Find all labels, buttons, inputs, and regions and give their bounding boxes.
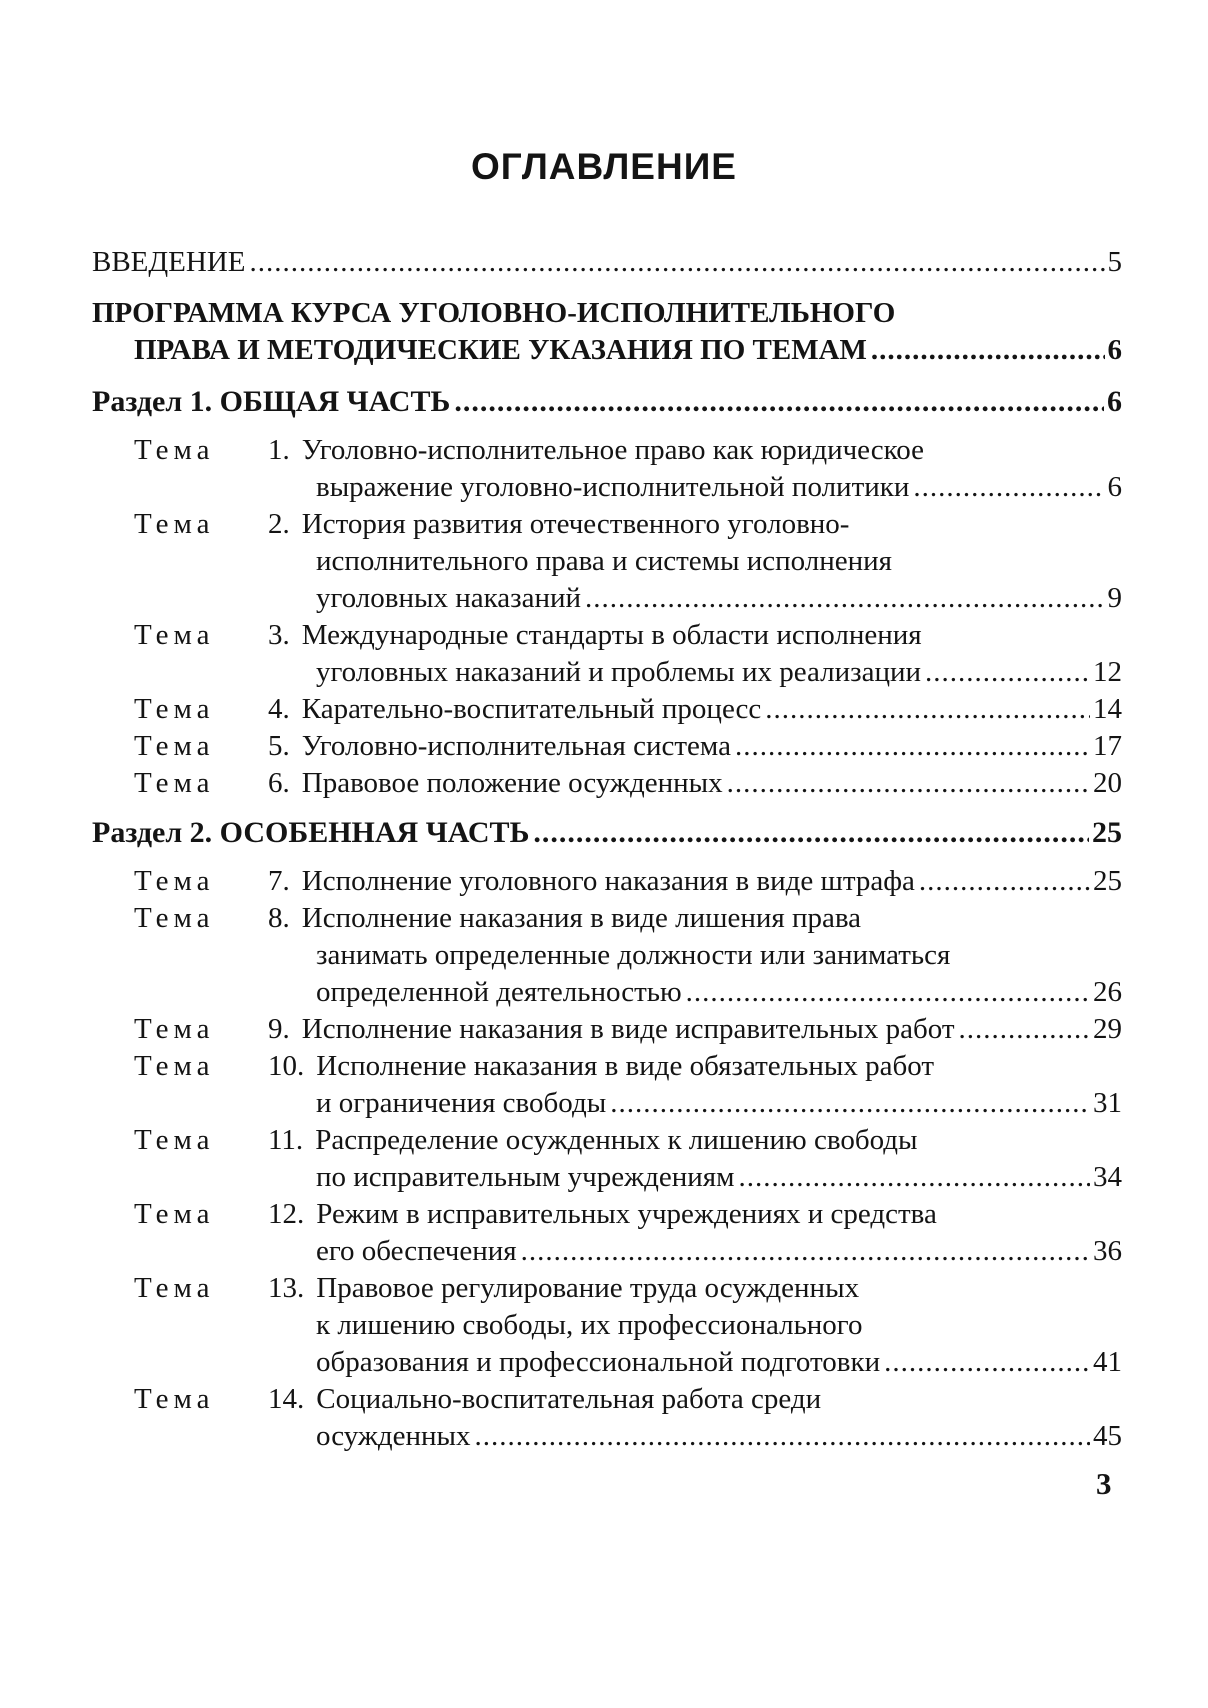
toc-theme-entry[interactable] [92,1011,1122,1048]
page-number: 3 [1096,1466,1112,1501]
dot-leader [925,654,1090,691]
theme-body [268,863,1122,900]
theme-title: по исправительным учреждениям [316,1161,735,1193]
toc-theme-entry[interactable] [92,506,1122,617]
theme-body [268,1381,1122,1455]
theme-line [268,900,1122,937]
theme-title: осужденных [316,1420,471,1452]
toc-section-2[interactable] [92,814,1122,851]
toc-page-number: 25 [1093,865,1122,897]
theme-line [268,1085,1122,1122]
theme-line [268,1344,1122,1381]
theme-number: 7. [268,865,290,897]
theme-title: Международные стандарты в области исполнения [301,619,922,651]
theme-number: 13. [268,1272,305,1304]
theme-number: 4. [268,693,290,725]
theme-number: 14. [268,1383,305,1415]
theme-title: История развития отечественного уголовно- [301,508,850,540]
theme-body [268,900,1122,1011]
theme-line [268,1307,1122,1344]
theme-body [268,728,1122,765]
dot-leader [250,244,1105,281]
theme-title: его обеспечения [316,1235,517,1267]
toc-page-number: 41 [1093,1346,1122,1378]
theme-title: образования и профессиональной подготовки [316,1346,881,1378]
toc-theme-entry[interactable] [92,432,1122,506]
theme-body [268,1011,1122,1048]
dot-leader [959,1011,1090,1048]
theme-title: определенной деятельностью [316,976,682,1008]
theme-label: Тема [134,508,215,540]
theme-body [268,432,1122,506]
toc-section-1[interactable] [92,383,1122,420]
theme-title: выражение уголовно-исполнительной политики [316,471,910,503]
theme-number: 9. [268,1013,290,1045]
theme-label: Тема [134,1272,215,1304]
theme-line [268,1122,1122,1159]
theme-number: 6. [268,767,290,799]
theme-label: Тема [134,730,215,762]
dot-leader [738,1159,1090,1196]
theme-body [268,1122,1122,1196]
theme-title: Исполнение наказания в виде лишения права [301,902,862,934]
dot-leader [454,383,1104,420]
page-title: ОГЛАВЛЕНИЕ [471,146,737,187]
theme-title: Распределение осужденных к лишению свободы [315,1124,918,1156]
dot-leader [475,1418,1090,1455]
theme-title: занимать определенные должности или заниматься [316,939,951,971]
toc-page-number: 26 [1093,976,1122,1008]
theme-line [268,974,1122,1011]
toc-page-number: 20 [1093,767,1122,799]
dot-leader [735,728,1090,765]
theme-line [268,617,1122,654]
theme-number: 1. [268,434,290,466]
theme-label: Тема [134,619,215,651]
theme-line [268,1196,1122,1233]
toc-theme-entry[interactable] [92,863,1122,900]
theme-line [268,691,1122,728]
theme-line [268,1011,1122,1048]
dot-leader [533,814,1089,851]
theme-title: исполнительного права и системы исполнения [316,545,892,577]
toc-entry-text: ПРОГРАММА КУРСА УГОЛОВНО-ИСПОЛНИТЕЛЬНОГО [92,297,896,329]
theme-line [268,432,1122,469]
theme-title: Карательно-воспитательный процесс [301,693,762,725]
theme-number: 5. [268,730,290,762]
toc-page-number: 6 [1107,471,1122,503]
theme-title: к лишению свободы, их профессионального [316,1309,863,1341]
toc-page-number: 6 [1107,385,1122,418]
dot-leader [919,863,1090,900]
theme-label: Тема [134,1013,215,1045]
theme-label: Тема [134,1124,215,1156]
toc-page-number: 12 [1093,656,1122,688]
dot-leader [521,1233,1090,1270]
theme-title: Уголовно-исполнительная система [301,730,731,762]
theme-label: Тема [134,693,215,725]
theme-title: Исполнение уголовного наказания в виде штрафа [301,865,915,897]
toc-entry-text: ПРАВА И МЕТОДИЧЕСКИЕ УКАЗАНИЯ ПО ТЕМАМ [134,334,867,366]
theme-line [268,937,1122,974]
theme-title: Исполнение наказания в виде обязательных работ [316,1050,934,1082]
theme-label: Тема [134,767,215,799]
theme-title: Уголовно-исполнительное право как юридическое [301,434,924,466]
toc-page-number: 45 [1093,1420,1122,1452]
toc-theme-entry[interactable] [92,1196,1122,1270]
theme-number: 11. [268,1124,304,1156]
toc-theme-entry[interactable] [92,728,1122,765]
theme-line [268,765,1122,802]
toc-theme-entry[interactable] [92,1270,1122,1381]
dot-leader [727,765,1090,802]
theme-title: Правовое положение осужденных [301,767,723,799]
theme-label: Тема [134,1050,215,1082]
theme-label: Тема [134,1198,215,1230]
theme-line [268,469,1122,506]
toc-page-number: 9 [1107,582,1122,614]
theme-title: Исполнение наказания в виде исправительных работ [301,1013,955,1045]
toc-page-number: 34 [1093,1161,1122,1193]
toc-page-number: 5 [1107,246,1122,278]
theme-number: 2. [268,508,290,540]
theme-title: уголовных наказаний [316,582,582,614]
section-2-themes [92,863,1122,1455]
toc-theme-entry[interactable] [92,900,1122,1011]
toc-page-number: 29 [1093,1013,1122,1045]
theme-title: Социально-воспитательная работа среди [316,1383,822,1415]
section-1-themes [92,432,1122,802]
theme-body [268,1270,1122,1381]
dot-leader [765,691,1090,728]
theme-number: 8. [268,902,290,934]
theme-number: 3. [268,619,290,651]
toc-page-number: 36 [1093,1235,1122,1267]
theme-line [268,1418,1122,1455]
theme-label: Тема [134,434,215,466]
toc-theme-entry[interactable] [92,765,1122,802]
theme-line [268,1233,1122,1270]
toc-entry-text: ВВЕДЕНИЕ [92,246,246,278]
theme-line [268,506,1122,543]
toc-page-number: 25 [1092,816,1122,849]
theme-label: Тема [134,902,215,934]
theme-body [268,1048,1122,1122]
theme-body [268,765,1122,802]
dot-leader [884,1344,1090,1381]
theme-label: Тема [134,865,215,897]
toc-theme-entry[interactable] [92,1048,1122,1122]
theme-title: Режим в исправительных учреждениях и средства [316,1198,937,1230]
theme-title: и ограничения свободы [316,1087,607,1119]
theme-line [268,1048,1122,1085]
theme-line [268,580,1122,617]
theme-body [268,1196,1122,1270]
theme-line [268,1381,1122,1418]
toc-theme-entry[interactable] [92,1122,1122,1196]
toc-entry-program[interactable] [92,295,1122,369]
theme-title: уголовных наказаний и проблемы их реализации [316,656,922,688]
toc-theme-entry[interactable] [92,1381,1122,1455]
theme-line [268,654,1122,691]
theme-line [268,543,1122,580]
dot-leader [686,974,1090,1011]
toc-theme-entry[interactable] [92,617,1122,691]
toc-page-number: 14 [1093,693,1122,725]
toc-page-number: 31 [1093,1087,1122,1119]
theme-line [268,1159,1122,1196]
theme-number: 10. [268,1050,305,1082]
dot-leader [585,580,1104,617]
theme-number: 12. [268,1198,305,1230]
theme-body [268,506,1122,617]
section-heading: Раздел 2. ОСОБЕННАЯ ЧАСТЬ [92,816,530,849]
theme-line [268,1270,1122,1307]
theme-body [268,691,1122,728]
dot-leader [913,469,1104,506]
theme-line [268,863,1122,900]
toc-theme-entry[interactable] [92,691,1122,728]
dot-leader [871,332,1105,369]
dot-leader [610,1085,1090,1122]
toc-page-number: 17 [1093,730,1122,762]
toc-page-number: 6 [1107,334,1122,366]
theme-body [268,617,1122,691]
toc-entry-intro[interactable] [92,244,1122,281]
section-heading: Раздел 1. ОБЩАЯ ЧАСТЬ [92,385,451,418]
theme-title: Правовое регулирование труда осужденных [316,1272,860,1304]
theme-label: Тема [134,1383,215,1415]
table-of-contents [92,244,1122,1455]
theme-line [268,728,1122,765]
